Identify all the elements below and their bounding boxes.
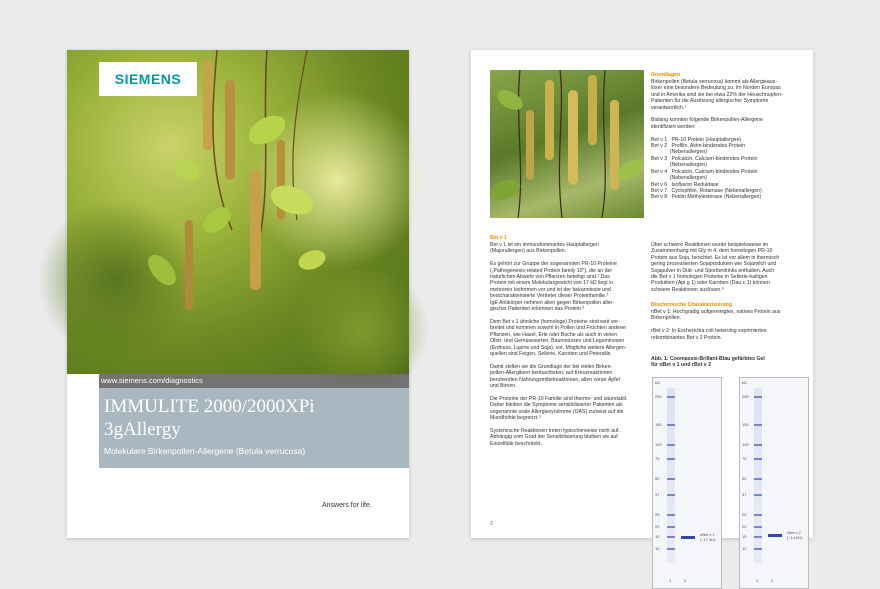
- betv1-text: Bet v 1 ist ein immundominantes Hauptallergen (Majorallergen) aus Birkenpollen. Es gehört zur Gruppe der sogenannten PR-10 Proteine („Pathogenesis-related Protein family 10"), die an der natürlichen Abwehr von Pflanzen beteiligt sind.¹ Das Protein mit einem Molekulargewicht von 17 kD liegt in mehreren Isoformen vor und ist der bekannteste und bestcharakterisierte Vertreter dieser Proteinfamilie.² IgE Antikörper nehmen allen gegen Birkenpollen aller- gischer Patienten erkennen das Protein.³ Dem Bet v 1 ähnliche (homologe) Proteine sind weit ver- breitet und kommen sowohl in Pollen und Früchten anderer Pflanzen, wie Hasel, Erle oder Buche als auch in vielen Obst- und Gemüsesorten, Baumnüssen und Leguminosen (Erdnuss, Lupine und Soja), vor. Mögliche weitere Allergen- quellen sind Feigen, Sellerie, Karotten und Petersilie. Damit stellen sie die Grundlage der bei vielen Birken- pollen-Allergikern beobachteten, auf Kreuzreaktionen beruhenden Nahrungsmittelreaktionen, allen voran Äpfel und Birnen. Die Proteine der PR-10 Familie sind thermo- und säurelabil. Daher bleiben die Symptome sensibilisierter Patienten als sogenannte orale Allergiesyndrome (OAS) zumeist auf die Mundhöhle begrenzt.⁵ Systemische Reaktionen treten typischerweise nicht auf. Abhängig vom Grad der Sensibilisierung bleiben sie auf Einzelfälle beschränkt.: [490, 242, 628, 447]
- gel1-marker: 100: [655, 442, 662, 447]
- gel2-lane-number: 1: [756, 578, 759, 583]
- siemens-logo: SIEMENS: [114, 71, 182, 87]
- gel2-marker: 150: [742, 422, 749, 427]
- gel2-marker: 37: [742, 492, 747, 497]
- product-title: IMMULITE 2000/2000XPi: [104, 396, 315, 417]
- gel1-marker: 75: [655, 456, 660, 461]
- gel1-lane-number: 1: [669, 578, 672, 583]
- gel1-lane-2: [681, 388, 689, 563]
- cover-photo-birch-catkins: [67, 50, 409, 374]
- figure-caption: Abb. 1: Coomassie-Brillant-Blau gefärbtes Gel für nBet v 1 und rBet v 2: [651, 356, 765, 369]
- inner-page: [471, 50, 813, 583]
- tagline: Answers for life.: [322, 502, 372, 509]
- gel1-lane-number: 2: [684, 578, 687, 583]
- gel2-marker: 100: [742, 442, 749, 447]
- gel2-marker: 250: [742, 394, 749, 399]
- gel1-marker: 20: [655, 524, 660, 529]
- grundlagen-heading: Grundlagen: [651, 72, 681, 78]
- page-number: 2: [490, 521, 493, 527]
- gel-image-2: [739, 377, 809, 589]
- gel2-marker: 10: [742, 546, 747, 551]
- gel-image-1: [652, 377, 722, 589]
- biochem-heading: Biochemische Charakterisierung: [651, 302, 733, 308]
- gel2-band-label: rBet v 2 (~14 kD): [787, 530, 803, 540]
- product-subtitle: 3gAllergy: [104, 419, 181, 440]
- gel1-marker: 25: [655, 512, 660, 517]
- logo-box: [99, 62, 197, 96]
- gel2-lane-number: 2: [771, 578, 774, 583]
- gel1-marker: 50: [655, 476, 660, 481]
- gel1-marker: 10: [655, 546, 660, 551]
- gel1-marker: 250: [655, 394, 662, 399]
- cover-page: [67, 50, 409, 538]
- gel1-marker: 15: [655, 534, 660, 539]
- inner-catkins-illustration: [490, 70, 644, 218]
- gel1-marker: 37: [655, 492, 660, 497]
- gel2-lane-1: [754, 388, 762, 563]
- gel2-marker: 25: [742, 512, 747, 517]
- gel1-kd-label: kD: [655, 380, 660, 385]
- gel2-marker: 15: [742, 534, 747, 539]
- gel1-marker: 150: [655, 422, 662, 427]
- catkins-illustration: [67, 50, 409, 374]
- betv1-heading: Bet v 1: [490, 235, 508, 241]
- inner-photo-birch-catkins: [490, 70, 644, 218]
- gel2-kd-label: kD: [742, 380, 747, 385]
- gel1-band-label: nBet v 1 (~17 kD): [700, 532, 716, 542]
- gel2-marker: 50: [742, 476, 747, 481]
- biochem-text: nBet v 1: Hochgradig aufgereinigtes, natives Protein aus Birkenpollen. rBet v 2: In Escherichia coli heterolog exprimiertes rekombinantes Bet v 2 Protein.: [651, 309, 781, 341]
- column2-text: Über schwere Reaktionen wurde beispielsweise im Zusammenhang mit Gly m 4, dem homologen PR-10 Protein aus Soja, berichtet. Es ist vor allem in thermisch gering prozessierten Sojaprodukten wie Sojamilch und Sojapulver in Diät- und Sportlerdrinks enthalten. Auch die Bet v 1 homologen Proteine in Sellerie-haltigen Produkten (Api g 1) oder Karotten (Dau c 1) können schwere Reaktionen auslösen.⁶: [651, 242, 780, 293]
- gel2-marker: 75: [742, 456, 747, 461]
- title-box: [99, 388, 409, 468]
- grundlagen-text: Birkenpollen (Betula verrucosa) kommt als Allergieaus- löser eine besondere Bedeutung zu. Im Norden Europas und in Amerika sind sie bei etwa 22% der Heuschnupfen- Patienten für die Auslösung allergischer Symptome verantwortlich.¹ Bisläng konnten folgende Birkenpollen-Allergene identifiziert werden: Bet v 1 PR-10 Protein (Hauptallergen) Bet v 2 Profilin, Aktin-bindendes Protein (Nebenallergen) Bet v 3 Polcalcin, Calcium-bindendes Protein (Nebenallergen) Bet v 4 Polcalcin, Calcium-bindendes Protein (Nebenallergen) Bet v 6 Isoflavon Reduktase Bet v 7 Cyclophilin, Rotamase (Nebenallergen) Bet v 8 Pektin Methylesterase (Nebenallergen): [651, 79, 783, 201]
- cover-description: Molekulare Birkenpollen-Allergene (Betula verrucosa): [104, 446, 306, 456]
- website-url[interactable]: www.siemens.com/diagnostics: [99, 374, 409, 388]
- gel1-lane-1: [667, 388, 675, 563]
- gel2-lane-2: [768, 388, 776, 563]
- gel2-marker: 20: [742, 524, 747, 529]
